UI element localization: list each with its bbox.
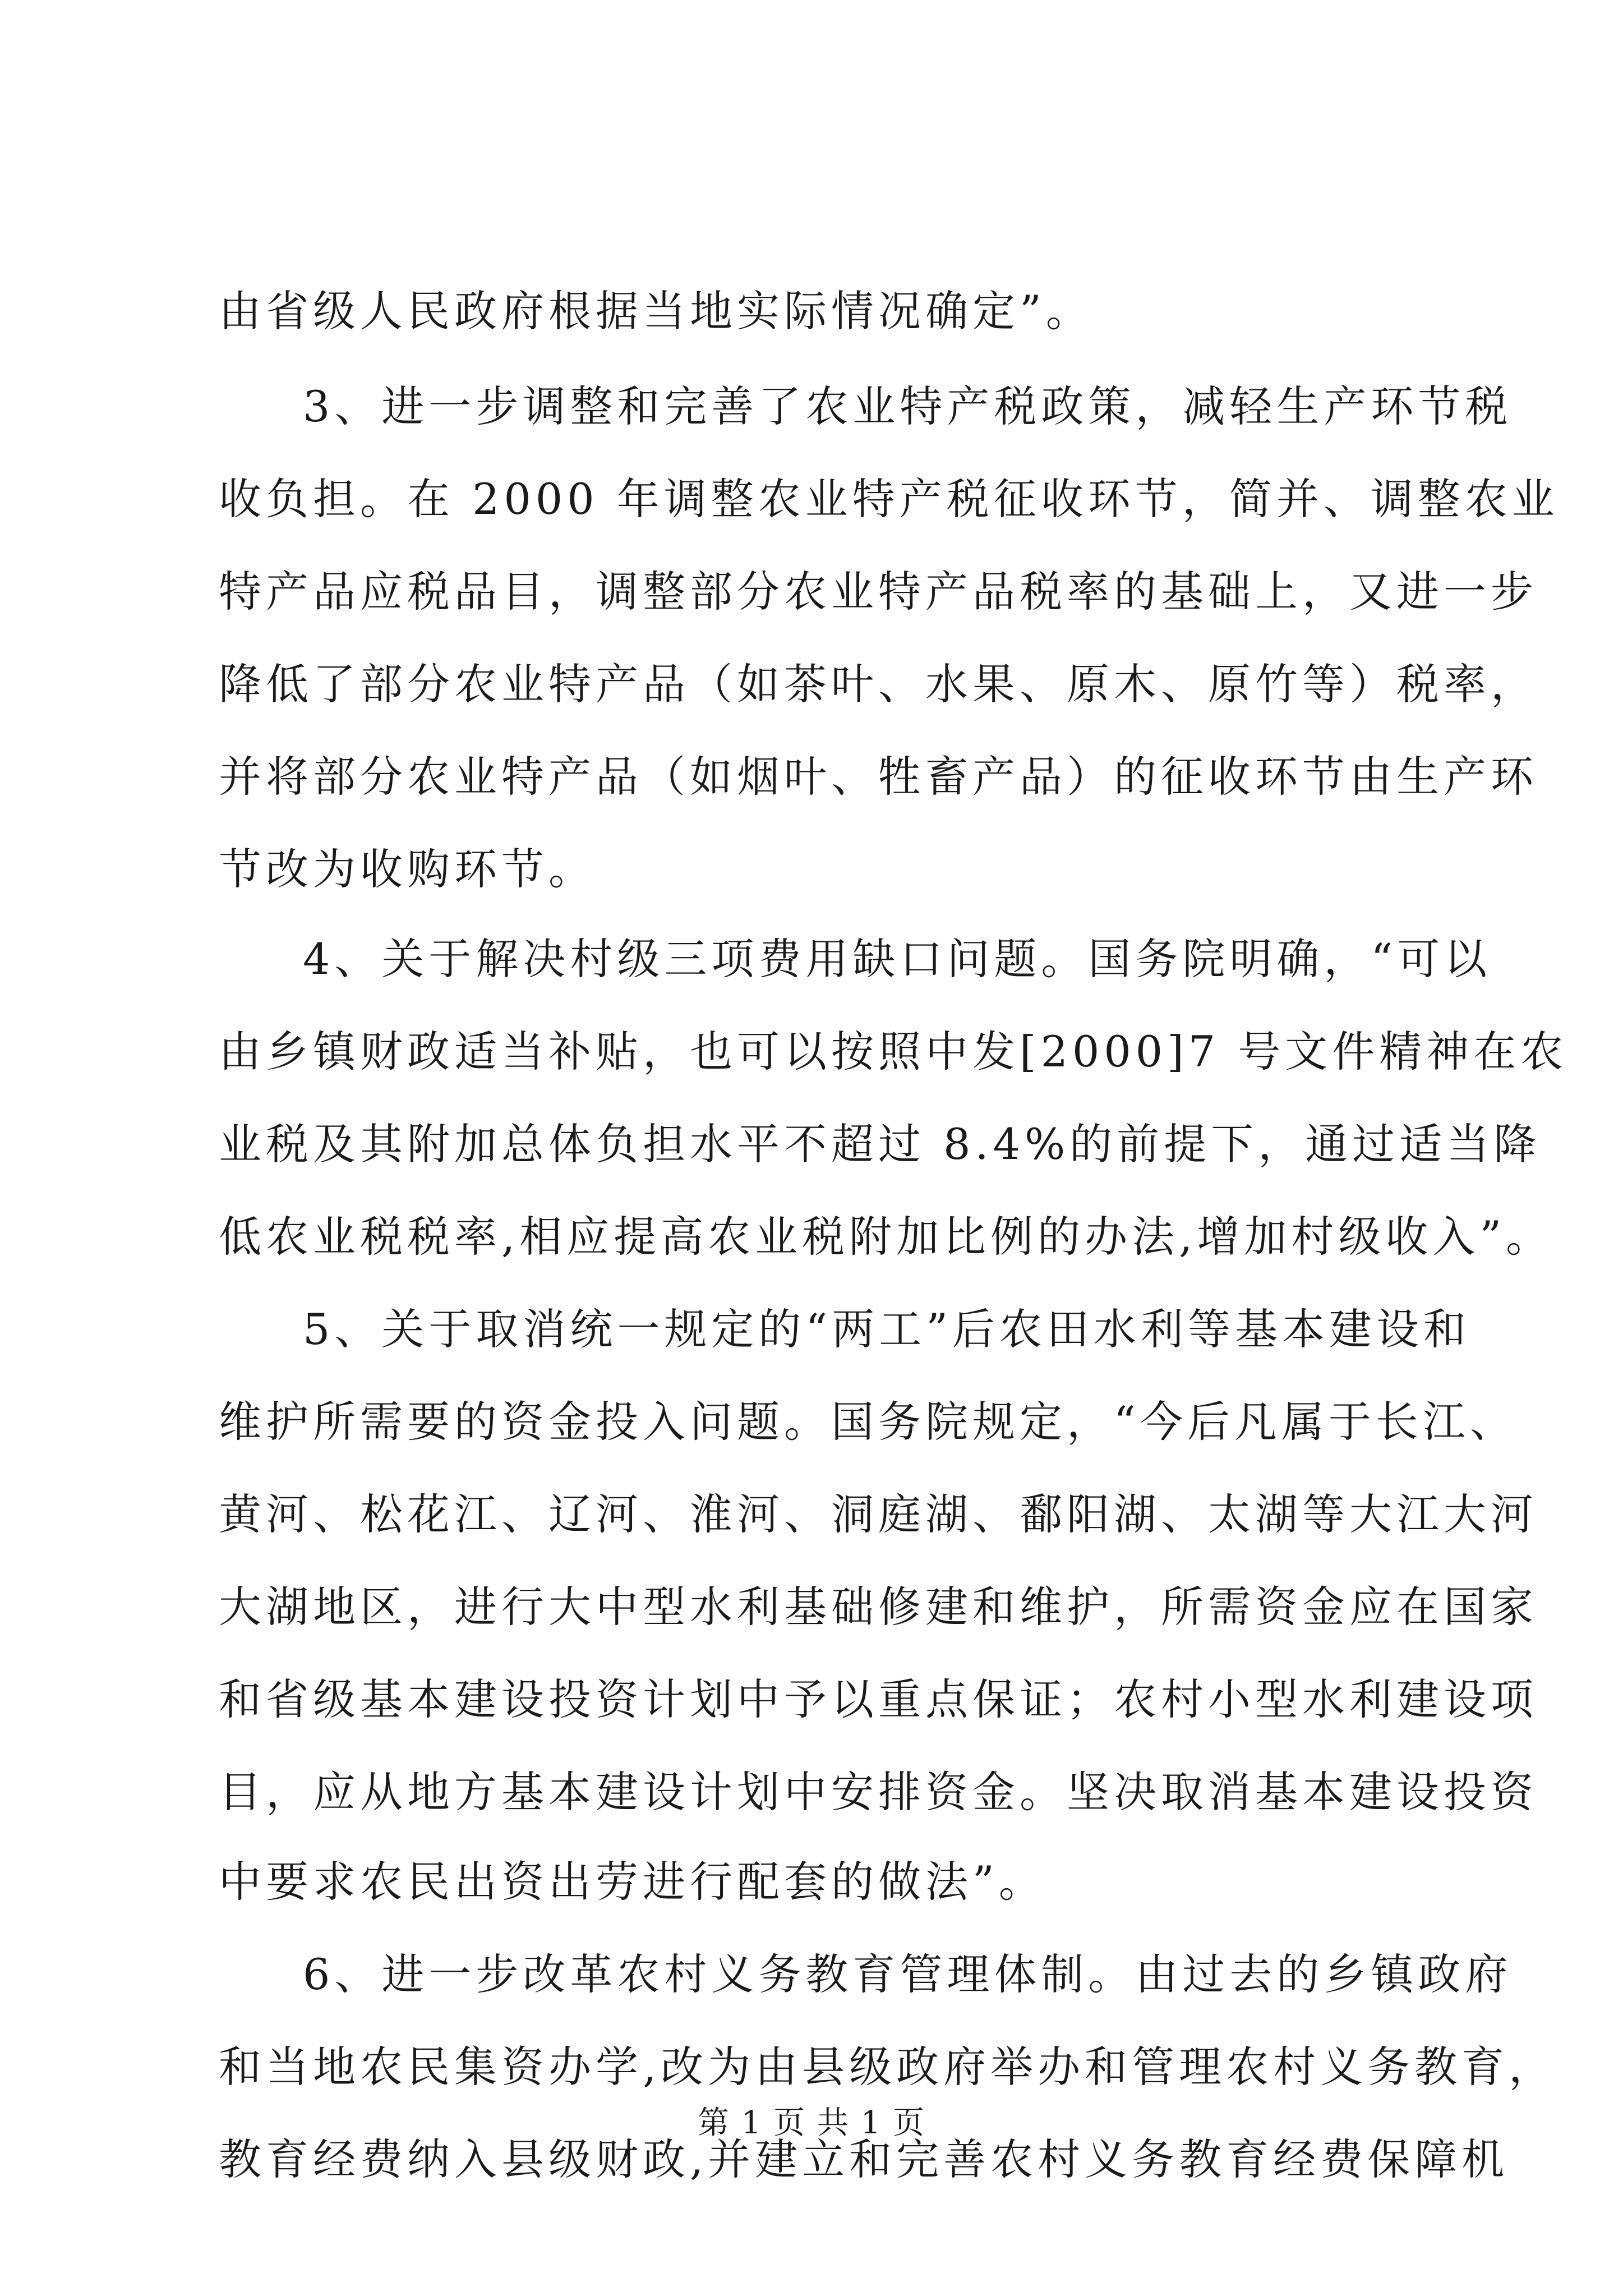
- text-line: 5、关于取消统一规定的“两工”后农田水利等基本建设和: [303, 1304, 1471, 1354]
- text-line: 黄河、松花江、辽河、淮河、洞庭湖、鄱阳湖、太湖等大江大河: [219, 1489, 1538, 1539]
- text-line: 6、进一步改革农村义务教育管理体制。由过去的乡镇政府: [303, 1949, 1513, 1999]
- text-line: 教育经费纳入县级财政,并建立和完善农村义务教育经费保障机: [219, 2134, 1509, 2184]
- text-line: 大湖地区，进行大中型水利基础修建和维护，所需资金应在国家: [219, 1582, 1538, 1632]
- page-number-footer: 第 1 页 共 1 页: [697, 2105, 926, 2141]
- text-line: 目，应从地方基本建设计划中安排资金。坚决取消基本建设投资: [219, 1767, 1538, 1817]
- text-line: 特产品应税品目，调整部分农业特产品税率的基础上，又进一步: [219, 567, 1538, 616]
- text-line: 维护所需要的资金投入问题。国务院规定，“今后凡属于长江、: [219, 1397, 1517, 1447]
- text-line: 降低了部分农业特产品（如茶叶、水果、原木、原竹等）税率，: [219, 659, 1538, 709]
- text-line: 业税及其附加总体负担水平不超过 8.4%的前提下，通过适当降: [219, 1119, 1541, 1169]
- text-line: 中要求农民出资出劳进行配套的做法”。: [219, 1857, 1046, 1907]
- text-line: 并将部分农业特产品（如烟叶、牲畜产品）的征收环节由生产环: [219, 752, 1538, 802]
- text-line: 由乡镇财政适当补贴，也可以按照中发[2000]7 号文件精神在农: [219, 1027, 1568, 1076]
- text-line: 3、进一步调整和完善了农业特产税政策，减轻生产环节税: [303, 381, 1513, 431]
- text-line: 和省级基本建设投资计划中予以重点保证；农村小型水利建设项: [219, 1674, 1538, 1724]
- text-line: 由省级人民政府根据当地实际情况确定”。: [219, 286, 1093, 336]
- text-line: 收负担。在 2000 年调整农业特产税征收环节，简并、调整农业: [219, 474, 1559, 524]
- text-line: 4、关于解决村级三项费用缺口问题。国务院明确，“可以: [303, 934, 1492, 984]
- text-line: 和当地农民集资办学,改为由县级政府举办和管理农村义务教育，: [219, 2042, 1556, 2092]
- text-line: 节改为收购环节。: [219, 844, 596, 894]
- text-line: 低农业税税率,相应提高农业税附加比例的办法,增加村级收入”。: [219, 1212, 1553, 1262]
